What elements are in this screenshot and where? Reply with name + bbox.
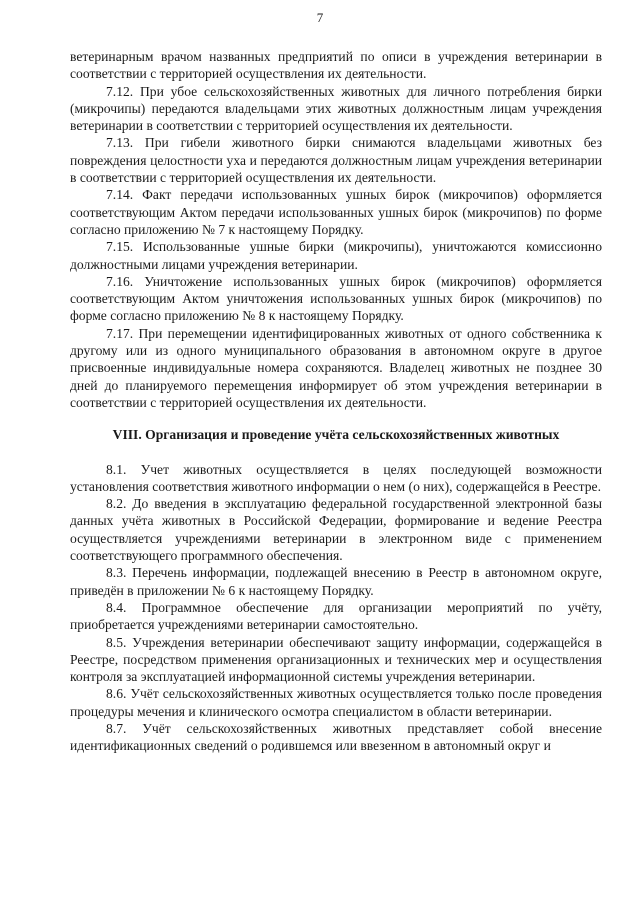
paragraph-7-15: 7.15. Использованные ушные бирки (микрочипы), уничтожаются комиссионно должностными лицами учреждения ветеринарии. xyxy=(70,239,602,272)
paragraph-8-6: 8.6. Учёт сельскохозяйственных животных осуществляется только после проведения процедуры мечения и клинического осмотра специалистом в области ветеринарии. xyxy=(70,686,602,719)
paragraph-7-13: 7.13. При гибели животного бирки снимаются владельцами животных без повреждения целостности уха и передаются должностным лицам учреждения ветеринарии в соответствии с территорией осуществления их деятельности. xyxy=(70,135,602,186)
paragraph-8-1: 8.1. Учет животных осуществляется в целях последующей возможности установления соответствия животного информации о нем (о них), содержащейся в Реестре. xyxy=(70,461,602,494)
paragraph-8-2: 8.2. До введения в эксплуатацию федеральной государственной электронной базы данных учёта животных в Российской Федерации, формирование и ведение Реестра осуществляется учреждениями ветеринарии в электронном виде с применением соответствующего программного обеспечения. xyxy=(70,496,602,564)
paragraph-8-3: 8.3. Перечень информации, подлежащей внесению в Реестр в автономном округе, приведён в приложении № 6 к настоящему Порядку. xyxy=(70,565,602,598)
page-number: 7 xyxy=(316,10,324,25)
paragraph-8-4: 8.4. Программное обеспечение для организации мероприятий по учёту, приобретается учреждениями ветеринарии самостоятельно. xyxy=(70,599,602,633)
paragraph-7-12: 7.12. При убое сельскохозяйственных животных для личного потребления бирки (микрочипы) передаются владельцами этих животных должностным лицам учреждения ветеринарии в соответствии с территорией осуществления их деятельности. xyxy=(70,83,602,134)
paragraph-7-17: 7.17. При перемещении идентифицированных животных от одного собственника к другому или из одного муниципального образования в автономном округе в другое присвоенные индивидуальные номера сохраняются. Владелец животных не позднее 30 дней до планируемого перемещения информирует об этом учреждения ветеринарии в соответствии с территорией осуществления их деятельности. xyxy=(70,325,602,410)
document-body xyxy=(70,48,602,755)
paragraph-7-14: 7.14. Факт передачи использованных ушных бирок (микрочипов) оформляется соответствующим Актом передачи использованных ушных бирок (микрочипов) по форме согласно приложению № 7 к настоящему Порядку. xyxy=(70,187,602,237)
paragraph-continuation: ветеринарным врачом названных предприятий по описи в учреждения ветеринарии в соответствии с территорией осуществления их деятельности. xyxy=(70,49,602,82)
paragraph-8-5: 8.5. Учреждения ветеринарии обеспечивают защиту информации, содержащейся в Реестре, посредством применения организационных и технических мер и осуществления контроля за эксплуатацией информационной системы учреждения ветеринарии. xyxy=(70,634,602,685)
paragraph-7-16: 7.16. Уничтожение использованных ушных бирок (микрочипов) оформляется соответствующим Актом уничтожения использованных ушных бирок (микрочипов) по форме согласно приложению № 8 к настоящему Порядку. xyxy=(70,273,602,324)
paragraph-8-7: 8.7. Учёт сельскохозяйственных животных представляет собой внесение идентификационных сведений о родившемся или ввезенном в автономный округ и xyxy=(70,720,602,754)
section-heading: VIII. Организация и проведение учёта сельскохозяйственных животных xyxy=(112,427,560,443)
